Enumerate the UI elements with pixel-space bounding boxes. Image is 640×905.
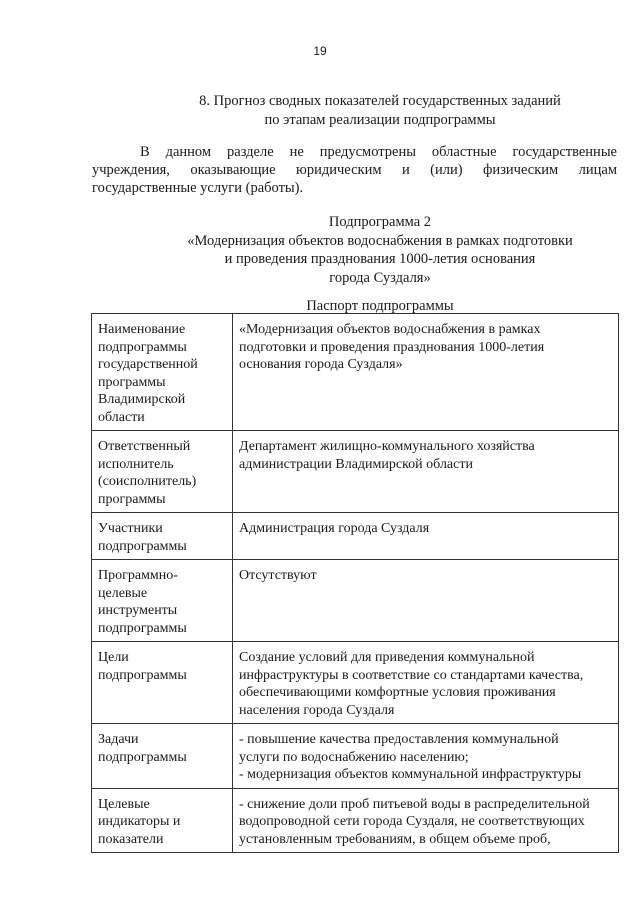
row-label: Ответственный исполнитель (соисполнитель) программы bbox=[92, 431, 233, 513]
passport-title: Паспорт подпрограммы bbox=[306, 298, 454, 314]
row-value: - повышение качества предоставления коммунальной услуги по водоснабжению населению; - модернизация объектов коммунальной инфраструктуры bbox=[233, 724, 619, 789]
intro-paragraph bbox=[92, 143, 617, 197]
subprogram-heading bbox=[160, 213, 600, 287]
row-label: Целевые индикаторы и показатели bbox=[92, 788, 233, 853]
table-row bbox=[92, 513, 619, 560]
row-value: Создание условий для приведения коммунальной инфраструктуры в соответствие со стандартами качества, обеспечивающими комфортные условия проживания населения города Суздаля bbox=[233, 642, 619, 724]
subprogram-number: Подпрограмма 2 bbox=[328, 214, 432, 230]
row-label: Цели подпрограммы bbox=[92, 642, 233, 724]
subprogram-title-line: «Модернизация объектов водоснабжения в рамках подготовки bbox=[187, 232, 573, 249]
intro-line: учреждения, оказывающие юридическим и (или) физическим лицам bbox=[92, 162, 617, 178]
row-value: Отсутствуют bbox=[233, 560, 619, 642]
row-value: - снижение доли проб питьевой воды в распределительной водопроводной сети города Суздаля, не соответствующих установленным требованиям, в общем объеме проб, bbox=[233, 788, 619, 853]
row-value: Администрация города Суздаля bbox=[233, 513, 619, 560]
table-row bbox=[92, 314, 619, 431]
subprogram-title-line: и проведения празднования 1000-летия основания bbox=[224, 251, 536, 267]
table-row bbox=[92, 788, 619, 853]
table-row bbox=[92, 642, 619, 724]
row-value: «Модернизация объектов водоснабжения в рамках подготовки и проведения празднования 1000-летия основания города Суздаля» bbox=[233, 314, 619, 431]
row-label: Задачи подпрограммы bbox=[92, 724, 233, 789]
table-row bbox=[92, 724, 619, 789]
section-heading bbox=[90, 92, 640, 130]
row-label: Наименование подпрограммы государственной программы Владимирской области bbox=[92, 314, 233, 431]
subprogram-title-line: города Суздаля» bbox=[329, 269, 431, 286]
intro-line: В данном разделе не предусмотрены областные государственные bbox=[140, 144, 617, 160]
section-heading-line: 8. Прогноз сводных показателей государственных заданий bbox=[199, 93, 561, 109]
passport-table bbox=[91, 313, 619, 853]
intro-line: государственные услуги (работы). bbox=[92, 180, 304, 196]
row-label: Участники подпрограммы bbox=[92, 513, 233, 560]
section-heading-line: по этапам реализации подпрограммы bbox=[264, 112, 496, 128]
table-row bbox=[92, 560, 619, 642]
row-label: Программно- целевые инструменты подпрограммы bbox=[92, 560, 233, 642]
table-row bbox=[92, 431, 619, 513]
row-value: Департамент жилищно-коммунального хозяйства администрации Владимирской области bbox=[233, 431, 619, 513]
page-number: 19 bbox=[313, 44, 327, 58]
